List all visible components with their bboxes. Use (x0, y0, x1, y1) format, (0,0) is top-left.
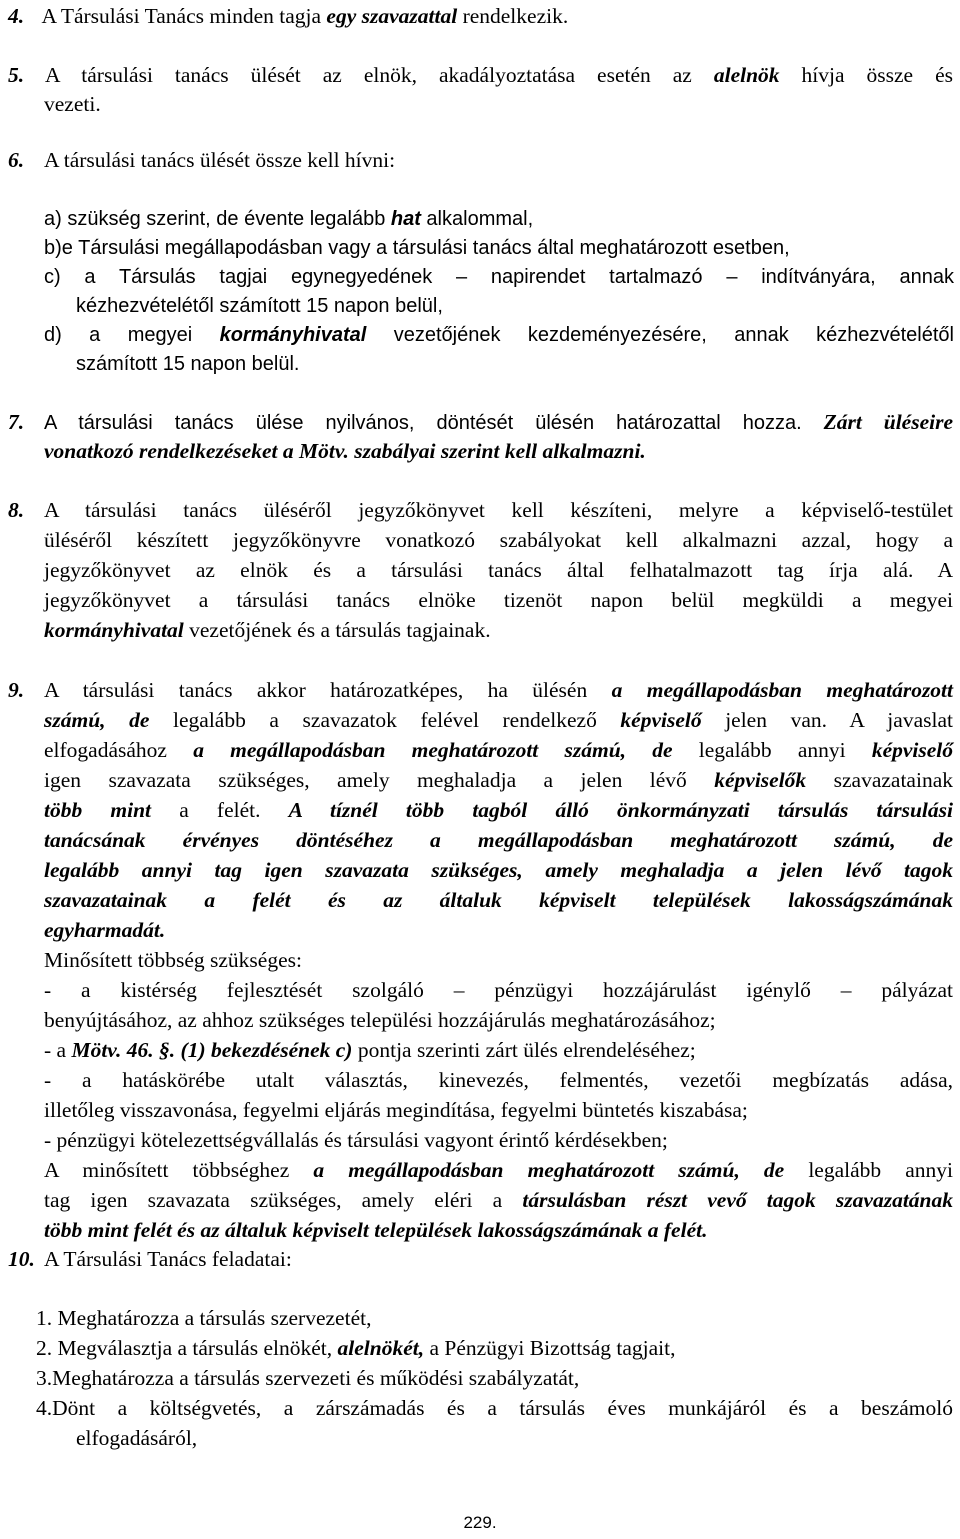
text: hívja össze és (779, 63, 953, 87)
paragraph-9-line-4 (44, 766, 953, 794)
emphasis: a megállapodásban meghatározott számú, de (193, 738, 673, 762)
text: tag igen szavazata szükséges, amely eléri a (44, 1188, 523, 1212)
paragraph-6 (8, 146, 395, 174)
paragraph-9-line-1 (8, 676, 953, 704)
text: A minősített többséghez (44, 1158, 314, 1182)
text: szavazatainak (806, 768, 953, 792)
text: alkalommal, (420, 208, 534, 230)
paragraph-8-line-2: üléséről készített jegyzőkönyvre vonatkozó szabályokat kell alkalmazni azzal, hogy a (44, 528, 953, 552)
task-item-4-line-1: 4.Dönt a költségvetés, a zárszámadás és a társulás éves munkájáról és a beszámoló (36, 1396, 953, 1420)
text: - a (44, 1038, 72, 1062)
text: A társulási tanács akkor határozatképes, ha ülésén (44, 678, 612, 702)
task-item-2 (36, 1334, 675, 1362)
paragraph-9-line-19: több mint felét és az általuk képviselt települések lakosságszámának a felét. (44, 1218, 708, 1242)
paragraph-9-line-12: benyújtásához, az ahhoz szükséges települési hozzájárulás meghatározásához; (44, 1008, 716, 1032)
paragraph-9-line-18 (44, 1186, 953, 1214)
paragraph-9-line-3 (44, 736, 953, 764)
paragraph-8-line-4: jegyzőkönyvet a társulási tanács elnöke tizenöt napon belül megküldi a megyei (44, 588, 953, 612)
text: A társulási tanács ülését össze kell hívni: (44, 148, 396, 172)
emphasis: társulásban részt vevő tagok szavazatának (522, 1188, 953, 1212)
emphasis: képviselő (620, 708, 702, 732)
paragraph-number: 6. (8, 148, 25, 172)
paragraph-9-line-7: legalább annyi tag igen szavazata szükséges, amely meghaladja a jelen lévő tagok (44, 858, 953, 882)
paragraph-5-line-1 (8, 61, 953, 89)
emphasis: alelnök (713, 63, 780, 87)
emphasis: Zárt üléseire (823, 410, 953, 434)
paragraph-9-line-17 (44, 1156, 953, 1184)
emphasis: a megállapodásban meghatározott (611, 678, 954, 702)
paragraph-9-line-15: illetőleg visszavonása, fegyelmi eljárás megindítása, fegyelmi büntetés kiszabása; (44, 1098, 748, 1122)
list-item-c-line-2: kézhezvételétől számított 15 napon belül, (76, 295, 443, 317)
paragraph-9-line-14: - a hatáskörébe utalt választás, kinevezés, felmentés, vezetői megbízatás adása, (44, 1068, 953, 1092)
paragraph-number: 8. (8, 498, 25, 522)
paragraph-9-line-16: - pénzügyi kötelezettségvállalás és társulási vagyont érintő kérdésekben; (44, 1128, 668, 1152)
paragraph-9-line-13 (44, 1036, 696, 1064)
paragraph-number: 9. (8, 678, 25, 702)
paragraph-number: 7. (8, 410, 25, 434)
emphasis: több mint (44, 798, 152, 822)
emphasis: egy szavazattal (326, 4, 458, 28)
emphasis: Mötv. 46. §. (1) bekezdésének c) (71, 1038, 353, 1062)
text: legalább annyi (672, 738, 872, 762)
list-item-a (44, 205, 533, 233)
emphasis: számú, de (44, 708, 150, 732)
text: vezetőjének kezdeményezésére, annak kézhezvételétől (366, 324, 954, 346)
text: a felét. (151, 798, 289, 822)
paragraph-9-line-5 (44, 796, 953, 824)
text: elfogadásához (44, 738, 194, 762)
task-item-3: 3.Meghatározza a társulás szervezeti és működési szabályzatát, (36, 1366, 580, 1390)
emphasis: képviselő (871, 738, 954, 762)
text: igen szavazata szükséges, amely meghaladja a jelen lévő (44, 768, 715, 792)
paragraph-5-line-2: vezeti. (44, 92, 101, 116)
list-item-b: b)e Társulási megállapodásban vagy a társulási tanács által meghatározott esetben, (44, 237, 790, 259)
list-item-d-line-2: számított 15 napon belül. (76, 353, 300, 375)
text: A Társulási Tanács minden tagja (41, 4, 327, 28)
paragraph-number: 5. (8, 63, 25, 87)
paragraph-8-line-3: jegyzőkönyvet az elnök és a társulási tanács által felhatalmazott tag írja alá. A (44, 558, 953, 582)
paragraph-9-line-8: szavazatainak a felét és az általuk képviselt települések lakosságszámának (44, 888, 953, 912)
paragraph-7-line-2: vonatkozó rendelkezéseket a Mötv. szabályai szerint kell alkalmazni. (44, 439, 646, 463)
paragraph-7-line-1 (8, 408, 953, 436)
text: A társulási tanács ülése nyilvános, döntését ülésén határozattal hozza. (44, 412, 824, 434)
text: d) a megyei (44, 324, 220, 346)
text: vezetőjének és a társulás tagjainak. (183, 618, 491, 642)
paragraph-8-line-1 (8, 496, 953, 524)
text: rendelkezik. (457, 4, 569, 28)
paragraph-10 (8, 1245, 292, 1273)
emphasis: kormányhivatal (44, 618, 184, 642)
paragraph-9-line-11: - a kistérség fejlesztését szolgáló – pénzügyi hozzájárulást igénylő – pályázat (44, 978, 953, 1002)
emphasis: a megállapodásban meghatározott számú, de (313, 1158, 785, 1182)
text: legalább a szavazatok felével rendelkező (149, 708, 621, 732)
text: A társulási tanács ülését az elnök, akadályoztatása esetén az (44, 63, 714, 87)
emphasis: A tíznél több tagból álló önkormányzati társulás társulási (288, 798, 953, 822)
text: pontja szerinti zárt ülés elrendeléséhez; (352, 1038, 696, 1062)
paragraph-9-line-6: tanácsának érvényes döntéséhez a megállapodásban meghatározott számú, de (44, 828, 953, 852)
text: a) szükség szerint, de évente legalább (44, 208, 391, 230)
emphasis: kormányhivatal (219, 324, 367, 346)
text: a Pénzügyi Bizottság tagjait, (424, 1336, 676, 1360)
list-item-d-line-1 (44, 321, 954, 349)
text: jelen van. A javaslat (701, 708, 953, 732)
task-item-1: 1. Meghatározza a társulás szervezetét, (36, 1306, 372, 1330)
paragraph-9-line-9: egyharmadát. (44, 918, 166, 942)
paragraph-number: 10. (8, 1247, 35, 1271)
paragraph-9-line-2 (44, 706, 953, 734)
text: 2. Megválasztja a társulás elnökét, (36, 1336, 338, 1360)
text: legalább annyi (784, 1158, 953, 1182)
paragraph-9-line-10: Minősített többség szükséges: (44, 948, 302, 972)
paragraph-4 (8, 2, 568, 30)
emphasis: alelnökét, (337, 1336, 425, 1360)
emphasis: képviselők (714, 768, 807, 792)
task-item-4-line-2: elfogadásáról, (76, 1426, 198, 1450)
page-number: 229. (463, 1513, 497, 1532)
paragraph-8-line-5 (44, 616, 491, 644)
emphasis: hat (390, 208, 421, 230)
paragraph-number: 4. (8, 4, 25, 28)
text: A társulási tanács üléséről jegyzőkönyvet kell készíteni, melyre a képviselő-testület (44, 498, 953, 522)
text: A Társulási Tanács feladatai: (44, 1247, 292, 1271)
list-item-c-line-1: c) a Társulás tagjai egynegyedének – napirendet tartalmazó – indítványára, annak (44, 266, 954, 288)
